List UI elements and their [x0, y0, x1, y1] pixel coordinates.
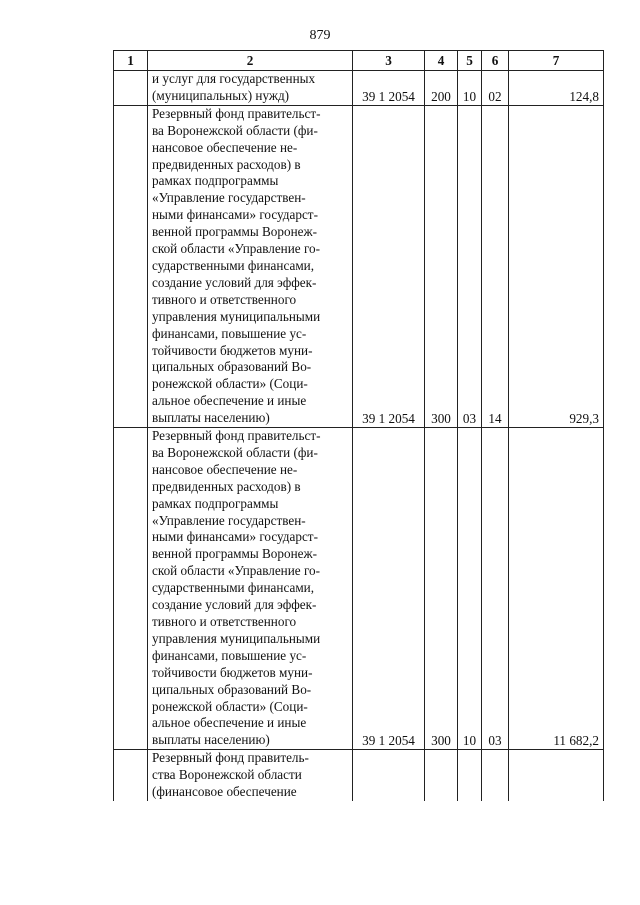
header-cell: 2 — [148, 51, 353, 71]
header-cell: 7 — [509, 51, 604, 71]
target-code-cell: 39 1 2054 — [353, 71, 425, 106]
amount-cell: 124,8 — [509, 71, 604, 106]
amount-cell: 929,3 — [509, 105, 604, 427]
amount-cell — [509, 750, 604, 801]
section-cell: 03 — [458, 105, 482, 427]
header-row — [114, 51, 604, 71]
table-row — [114, 105, 604, 427]
header-cell: 3 — [353, 51, 425, 71]
subsection-cell: 14 — [482, 105, 509, 427]
subsection-cell: 02 — [482, 71, 509, 106]
table-row — [114, 71, 604, 106]
expense-type-cell: 200 — [425, 71, 458, 106]
expense-type-cell: 300 — [425, 105, 458, 427]
target-code-cell — [353, 750, 425, 801]
header-cell: 5 — [458, 51, 482, 71]
header-cell: 1 — [114, 51, 148, 71]
row-number-cell — [114, 428, 148, 750]
row-number-cell — [114, 71, 148, 106]
section-cell: 10 — [458, 71, 482, 106]
table-row — [114, 750, 604, 801]
subsection-cell — [482, 750, 509, 801]
header-cell: 4 — [425, 51, 458, 71]
budget-table — [113, 50, 604, 801]
description-cell: Резервный фонд правительст- ва Воронежской области (фи- нансовое обеспечение не- предвиденных расходов) в рамках подпрограммы «Управление государствен- ными финансами» государст- венной программы Воронеж- ской области «Управление го- сударственными финансами, создание условий для эффек- тивного и ответственного управления муниципальными финансами, повышение ус- тойчивости бюджетов муни- ципальных образований Во- ронежской области» (Соци- альное обеспечение и иные выплаты населению) — [148, 105, 353, 427]
description-cell: Резервный фонд правитель- ства Воронежской области (финансовое обеспечение — [148, 750, 353, 801]
target-code-cell: 39 1 2054 — [353, 105, 425, 427]
header-cell: 6 — [482, 51, 509, 71]
row-number-cell — [114, 105, 148, 427]
table-row — [114, 428, 604, 750]
description-cell: Резервный фонд правительст- ва Воронежской области (фи- нансовое обеспечение не- предвиденных расходов) в рамках подпрограммы «Управление государствен- ными финансами» государст- венной программы Воронеж- ской области «Управление го- сударственными финансами, создание условий для эффек- тивного и ответственного управления муниципальными финансами, повышение ус- тойчивости бюджетов муни- ципальных образований Во- ронежской области» (Соци- альное обеспечение и иные выплаты населению) — [148, 428, 353, 750]
amount-cell: 11 682,2 — [509, 428, 604, 750]
expense-type-cell: 300 — [425, 428, 458, 750]
section-cell: 10 — [458, 428, 482, 750]
section-cell — [458, 750, 482, 801]
description-cell: и услуг для государственных (муниципальных) нужд) — [148, 71, 353, 106]
row-number-cell — [114, 750, 148, 801]
target-code-cell: 39 1 2054 — [353, 428, 425, 750]
page-number: 879 — [309, 28, 331, 43]
subsection-cell: 03 — [482, 428, 509, 750]
expense-type-cell — [425, 750, 458, 801]
